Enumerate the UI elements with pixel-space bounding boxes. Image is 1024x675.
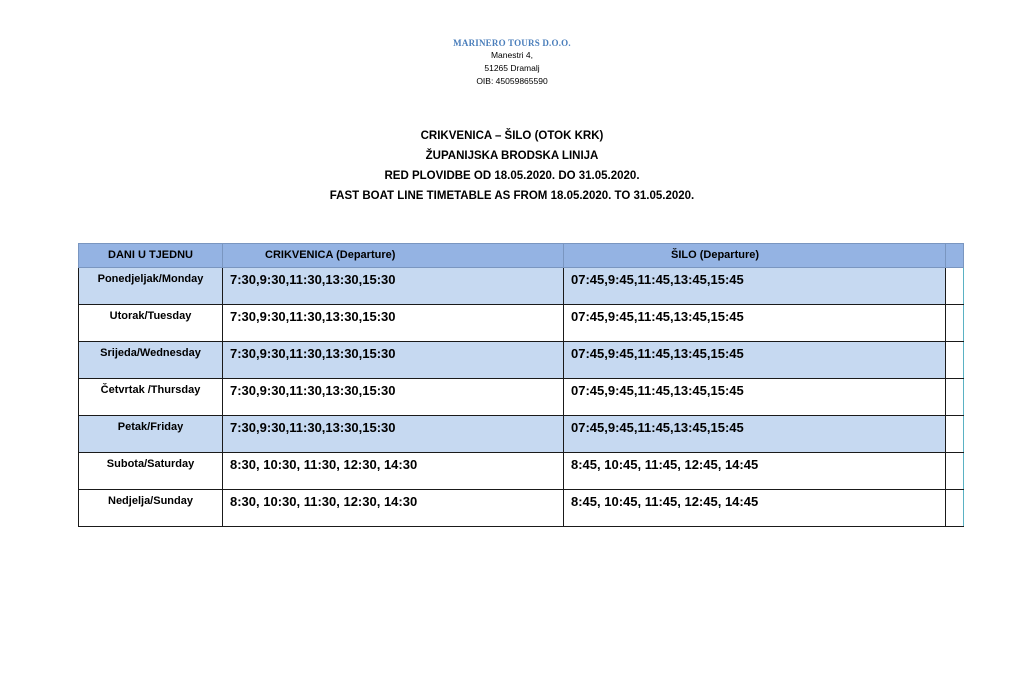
table-row <box>79 342 964 379</box>
header-crikvenica: CRIKVENICA (Departure) <box>223 244 564 268</box>
table-row <box>79 268 964 305</box>
header-edge <box>946 244 964 268</box>
silo-times: 07:45,9:45,11:45,13:45,15:45 <box>564 416 946 453</box>
crikvenica-times: 7:30,9:30,11:30,13:30,15:30 <box>223 268 564 305</box>
edge-cell <box>946 490 964 527</box>
day-cell: Utorak/Tuesday <box>79 305 223 342</box>
edge-cell <box>946 268 964 305</box>
crikvenica-times: 7:30,9:30,11:30,13:30,15:30 <box>223 379 564 416</box>
day-cell: Ponedjeljak/Monday <box>79 268 223 305</box>
edge-cell <box>946 416 964 453</box>
document-titles <box>0 126 1024 206</box>
company-street: Manestri 4, <box>490 50 534 60</box>
edge-cell <box>946 453 964 490</box>
table-row <box>79 490 964 527</box>
table-header-row <box>79 244 964 268</box>
silo-times: 8:45, 10:45, 11:45, 12:45, 14:45 <box>564 453 946 490</box>
silo-times: 8:45, 10:45, 11:45, 12:45, 14:45 <box>564 490 946 527</box>
table-row <box>79 379 964 416</box>
edge-cell <box>946 305 964 342</box>
day-cell: Petak/Friday <box>79 416 223 453</box>
day-cell: Subota/Saturday <box>79 453 223 490</box>
route-title: CRIKVENICA – ŠILO (OTOK KRK) <box>420 130 604 142</box>
timetable <box>78 243 964 527</box>
silo-times: 07:45,9:45,11:45,13:45,15:45 <box>564 342 946 379</box>
day-cell: Srijeda/Wednesday <box>79 342 223 379</box>
company-header <box>0 37 1024 88</box>
period-title-hr: RED PLOVIDBE OD 18.05.2020. DO 31.05.2020. <box>384 170 640 182</box>
table-row <box>79 453 964 490</box>
silo-times: 07:45,9:45,11:45,13:45,15:45 <box>564 305 946 342</box>
edge-cell <box>946 342 964 379</box>
company-oib: OIB: 45059865590 <box>476 76 548 86</box>
line-title: ŽUPANIJSKA BRODSKA LINIJA <box>425 150 599 162</box>
header-silo: ŠILO (Departure) <box>564 244 946 268</box>
silo-times: 07:45,9:45,11:45,13:45,15:45 <box>564 379 946 416</box>
crikvenica-times: 8:30, 10:30, 11:30, 12:30, 14:30 <box>223 490 564 527</box>
day-cell: Nedjelja/Sunday <box>79 490 223 527</box>
company-name: MARINERO TOURS D.O.O. <box>453 38 571 48</box>
crikvenica-times: 8:30, 10:30, 11:30, 12:30, 14:30 <box>223 453 564 490</box>
period-title-en: FAST BOAT LINE TIMETABLE AS FROM 18.05.2020. TO 31.05.2020. <box>329 190 695 202</box>
table-row <box>79 416 964 453</box>
day-cell: Četvrtak /Thursday <box>79 379 223 416</box>
silo-times: 07:45,9:45,11:45,13:45,15:45 <box>564 268 946 305</box>
crikvenica-times: 7:30,9:30,11:30,13:30,15:30 <box>223 416 564 453</box>
crikvenica-times: 7:30,9:30,11:30,13:30,15:30 <box>223 305 564 342</box>
header-days: DANI U TJEDNU <box>79 244 223 268</box>
crikvenica-times: 7:30,9:30,11:30,13:30,15:30 <box>223 342 564 379</box>
table-row <box>79 305 964 342</box>
edge-cell <box>946 379 964 416</box>
company-city: 51265 Dramalj <box>484 63 540 73</box>
